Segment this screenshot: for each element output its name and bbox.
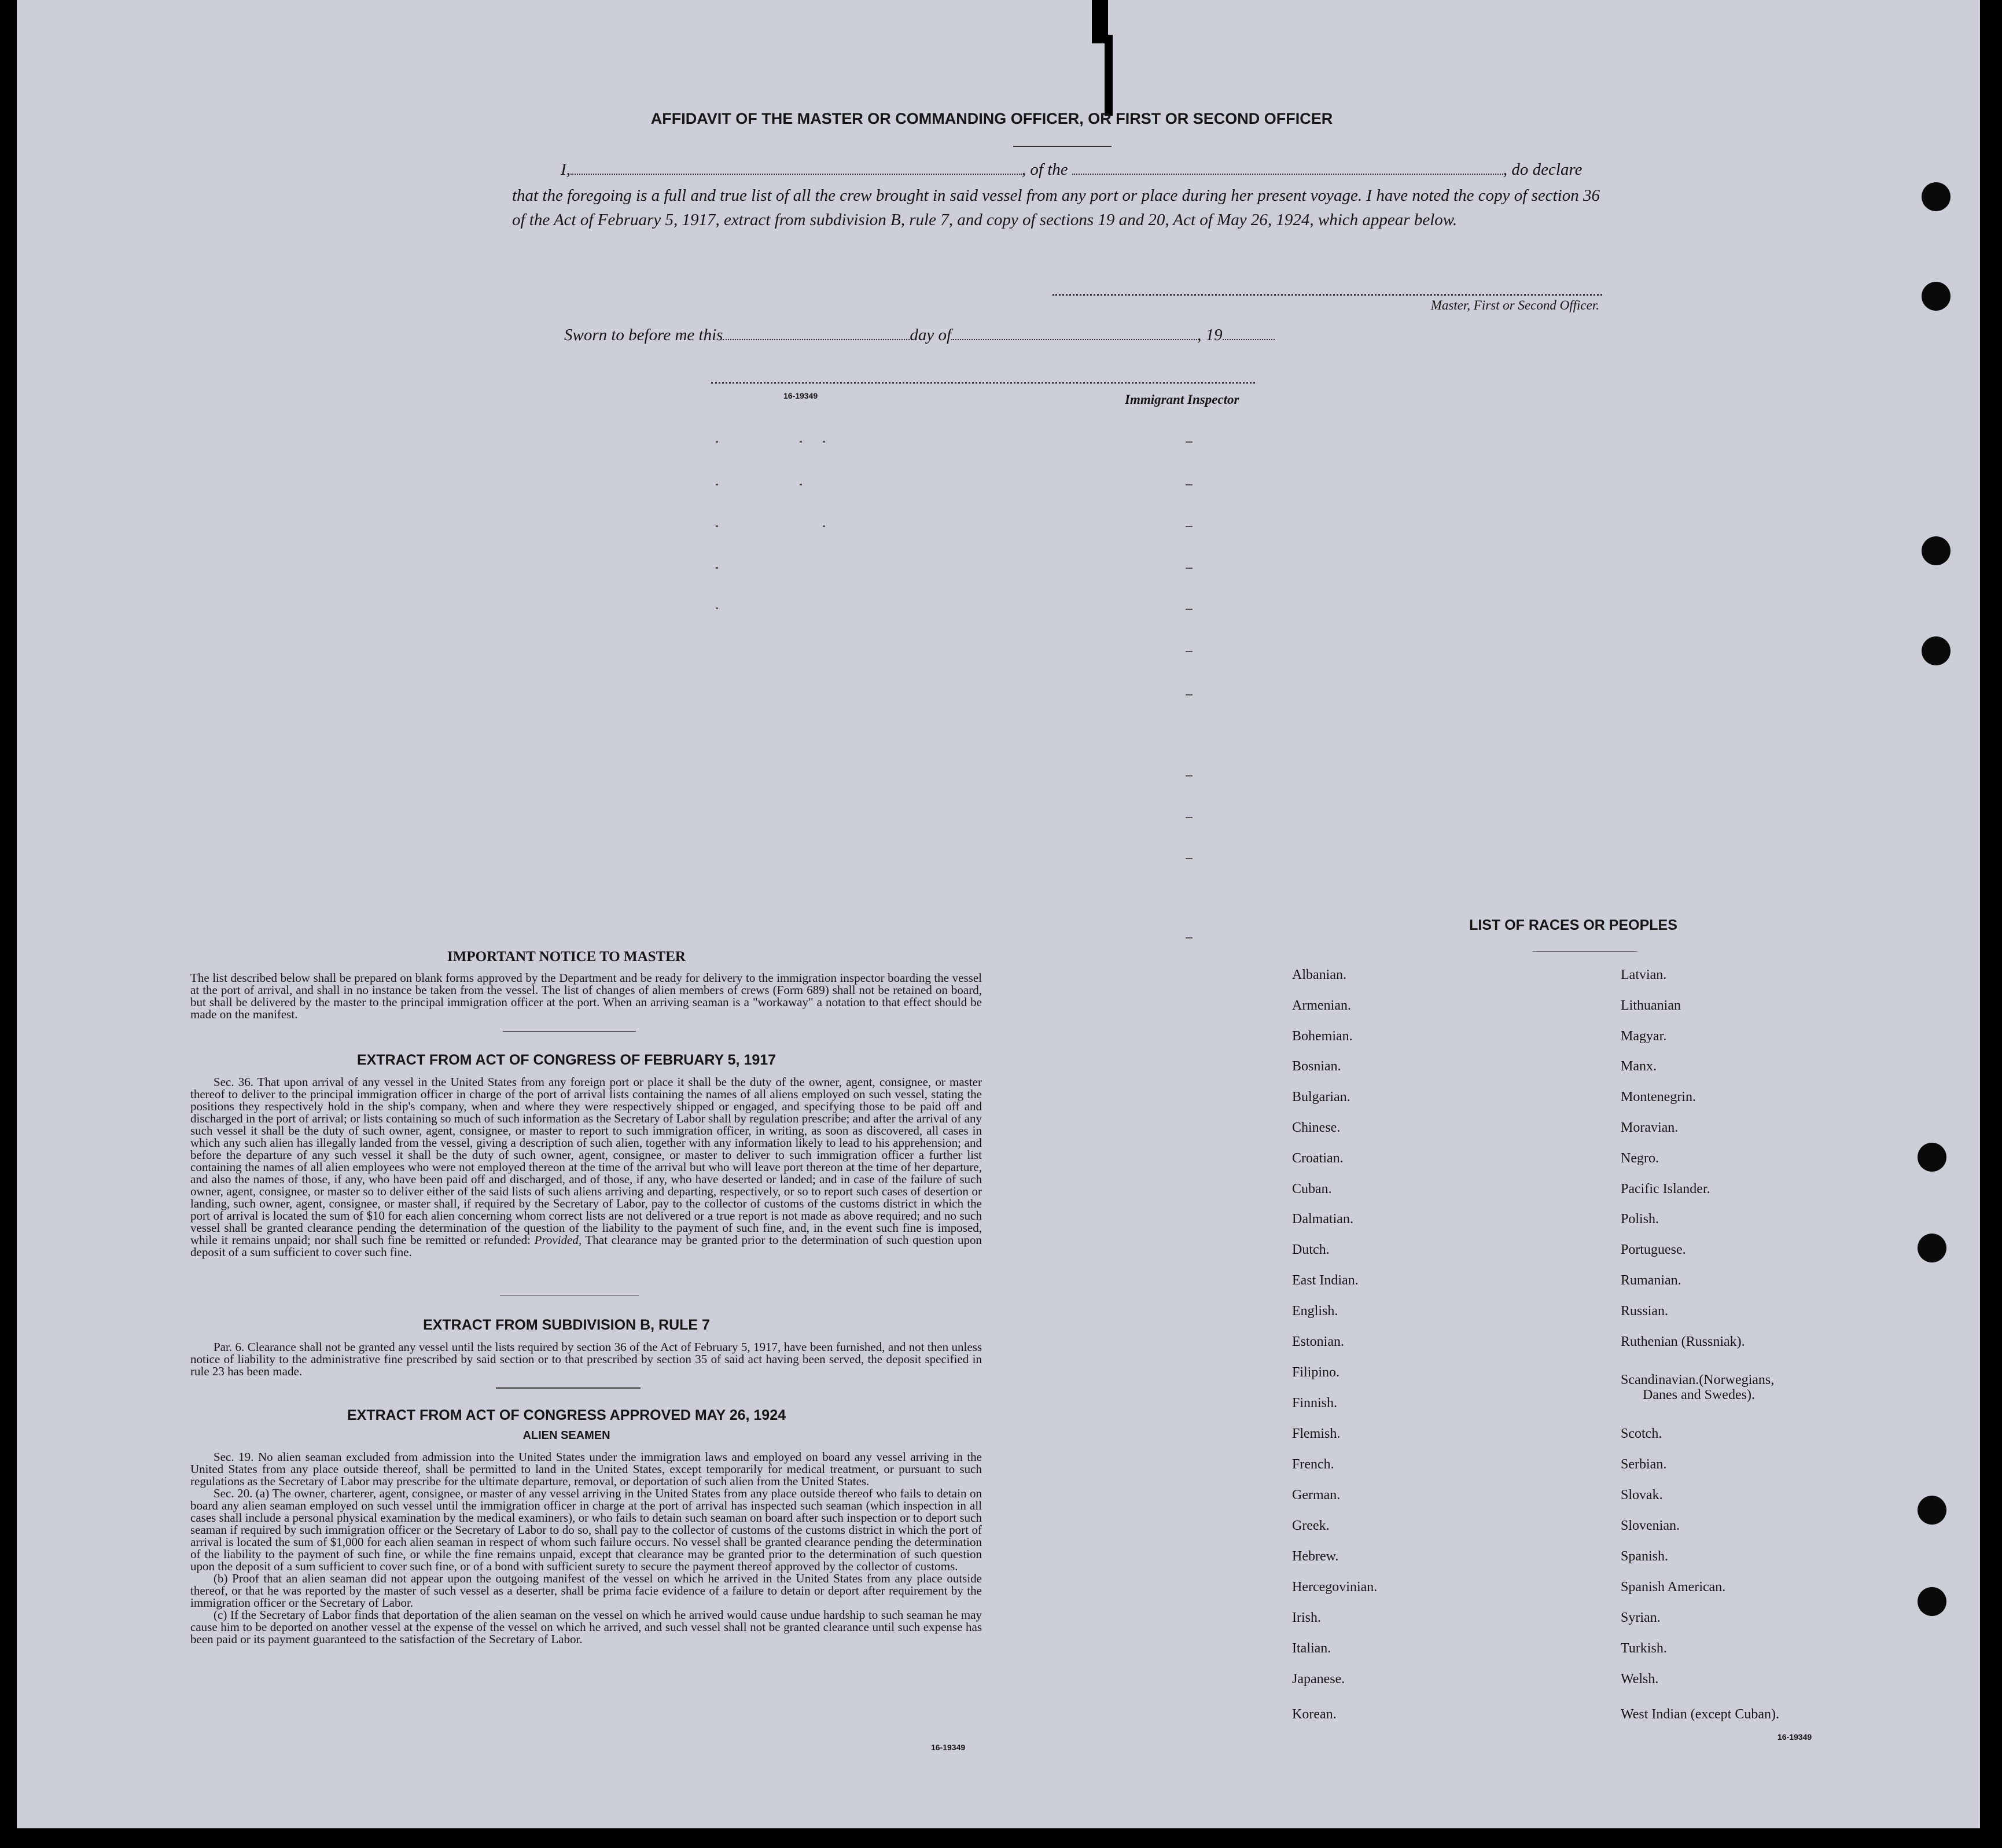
master-signature-label: Master, First or Second Officer. xyxy=(1430,298,1599,312)
race-right-21: Syrian. xyxy=(1621,1610,1661,1625)
affidavit-title: AFFIDAVIT OF THE MASTER OR COMMANDING OFFICER, OR FIRST OR SECOND OFFICER xyxy=(650,110,1333,127)
section-divider xyxy=(503,1031,636,1032)
inspector-signature-line[interactable] xyxy=(711,382,1255,384)
show-through-mark xyxy=(1186,484,1193,485)
extract-1924-sec19: Sec. 19. No alien seaman excluded from admission into the United States under the immigration laws and employed on board any vessel arriving in the United States from any place outside thereof, shall be permitted to land in the United States, except temporarily for medical treatment, or pursuant to such regulations as the Secretary of Labor may prescribe for the ultimate departure, removal, or deportation of such alien from the United States. xyxy=(190,1450,982,1488)
affidavit-form-number: 16-19349 xyxy=(783,391,818,400)
show-through-mark xyxy=(1186,609,1193,610)
extract-1924-sec20a: Sec. 20. (a) The owner, charterer, agent, consignee, or master of any vessel arriving in the United States from any place outside thereof who fails to detain on board any alien seaman employed on such vessel until the immigration officer in charge at the port of arrival has inspected such seaman (which inspection in all cases shall include a personal physical examination by the medical examiners), or who fails to detain such seaman on board after such inspection or to deport such seaman if required by such immigration officer or the Secretary of Labor to do so, shall pay to the collector of customs of the customs district in which the port of arrival is located the sum of $1,000 for each alien seaman in respect of whom such failure occurs. No vessel shall be granted clearance pending the determination of the liability to the payment of such fine, or while the fine remains unpaid, except that clearance may be granted prior to the determination of such question upon the deposit of a sum sufficient to cover such fine, or of a bond with sufficient surety to secure the payment thereof approved by the collector of customs. xyxy=(190,1486,982,1573)
show-through-mark xyxy=(1186,775,1193,776)
master-signature-line[interactable] xyxy=(1052,294,1602,296)
document-page xyxy=(17,0,1980,1828)
sworn-year-field[interactable] xyxy=(1223,325,1275,340)
race-left-23: Japanese. xyxy=(1292,1672,1345,1687)
race-left-3: Bosnian. xyxy=(1292,1059,1341,1074)
vessel-field[interactable] xyxy=(1072,160,1503,175)
show-through-mark xyxy=(1186,568,1193,569)
race-right-24: West Indian (except Cuban). xyxy=(1621,1707,1779,1722)
race-left-5: Chinese. xyxy=(1292,1120,1341,1135)
notice-body: The list described below shall be prepared on blank forms approved by the Department and be ready for delivery to the immigration inspector boarding the vessel at the port of arrival, and shall in no instance be taken from the vessel. The list of changes of alien members of crews (Form 689) shall not be retained on board, but shall be delivered by the master to the principal immigration officer at the port. When an arriving seaman is a "workaway" a notation to that effect should be made on the manifest. xyxy=(190,971,982,1021)
extract-1917-title: EXTRACT FROM ACT OF CONGRESS OF FEBRUARY 5, 1917 xyxy=(356,1052,776,1068)
punch-hole xyxy=(1922,182,1951,211)
race-left-7: Cuban. xyxy=(1292,1181,1332,1197)
race-right-20: Spanish American. xyxy=(1621,1580,1726,1595)
race-left-0: Albanian. xyxy=(1292,967,1346,982)
punch-hole xyxy=(1922,536,1951,565)
race-right-0: Latvian. xyxy=(1621,967,1667,982)
race-left-19: Hebrew. xyxy=(1292,1549,1339,1564)
race-right-16: Serbian. xyxy=(1621,1457,1667,1472)
races-form-number: 16-19349 xyxy=(1777,1732,1812,1742)
race-right-18: Slovenian. xyxy=(1621,1518,1680,1533)
punch-hole xyxy=(1922,282,1951,311)
sworn-day-field[interactable] xyxy=(723,325,910,340)
race-right-1: Lithuanian xyxy=(1621,998,1681,1013)
declaration-do-declare: , do declare xyxy=(1503,160,1583,179)
show-through-mark xyxy=(1186,858,1193,859)
declaration-of-the: , of the xyxy=(1021,160,1068,179)
show-through-mark xyxy=(823,441,825,443)
show-through-mark xyxy=(800,441,802,443)
extract-rule7-title: EXTRACT FROM SUBDIVISION B, RULE 7 xyxy=(423,1317,710,1333)
extract-1924-body xyxy=(190,1451,982,1645)
show-through-mark xyxy=(800,484,802,485)
extract-1924-title: EXTRACT FROM ACT OF CONGRESS APPROVED MAY 26, 1924 xyxy=(347,1407,786,1423)
race-left-11: English. xyxy=(1292,1304,1338,1319)
declaration-body: that the foregoing is a full and true list of all the crew brought in said vessel from any port or place during her present voyage. I have noted the copy of section 36 of the Act of February 5, 1917, extract from subdivision B, rule 7, and copy of sections 19 and 20, Act of May 26, 1924, which appear below. xyxy=(512,186,1600,229)
declaration-line xyxy=(561,160,1602,179)
race-right-3: Manx. xyxy=(1621,1059,1657,1074)
race-right-17: Slovak. xyxy=(1621,1488,1663,1503)
race-right-14: Danes and Swedes). xyxy=(1643,1387,1755,1402)
show-through-mark xyxy=(716,441,718,443)
extract-1917-text: Sec. 36. That upon arrival of any vessel in the United States from any foreign port or place it shall be the duty of the owner, agent, consignee, or master thereof to deliver to the principal immigration officer in charge of the port of arrival lists containing the names of all aliens employed on such vessel, stating the positions they respectively hold in the ship's company, when and where they were respectively shipped or engaged, and specifying those to be paid off and discharged in the port of arrival; or lists containing so much of such information as the Secretary of Labor shall by regulation prescribe; and after the arrival of any such vessel it shall be the duty of such owner, agent, consignee, or master to report to such immigration officer, in writing, as soon as discovered, all cases in which any such alien has illegally landed from the vessel, giving a description of such alien, together with any information likely to lead to his apprehension; and before the departure of any such vessel it shall be the duty of such owner, agent, consignee, or master to deliver to such immigration officer a further list containing the names of all alien employees who were not employed thereon at the time of the arrival but who will leave port thereon at the time of her departure, and also the names of those, if any, who have been paid off and discharged, and of those, if any, who have deserted or landed; and in case of the failure of such owner, agent, consignee, or master so to deliver either of the said lists of such aliens arriving and departing, respectively, or so to report such cases of desertion or landing, such owner, agent, consignee, or master shall, if required by the Secretary of Labor, pay to the collector of customs of the customs district in which the port of arrival is located the sum of $10 for each alien concerning whom correct lists are not delivered or a true report is not made as above required; and no such vessel shall be granted clearance pending the determination of the question of the liability to the payment of such fine, and, in the event such fine is imposed, while it remains unpaid; nor shall such fine be remitted or refunded: xyxy=(190,1075,982,1247)
race-left-17: German. xyxy=(1292,1488,1341,1503)
races-title-underline xyxy=(1533,951,1637,952)
race-left-16: French. xyxy=(1292,1457,1334,1472)
extract-rule7-body xyxy=(190,1341,982,1378)
sworn-month-field[interactable] xyxy=(951,325,1197,340)
extract-1917-proviso: Provided, xyxy=(534,1233,582,1247)
notice-title: IMPORTANT NOTICE TO MASTER xyxy=(447,949,686,965)
race-right-9: Portuguese. xyxy=(1621,1242,1686,1257)
declaration-i: I, xyxy=(561,160,571,179)
show-through-mark xyxy=(1186,937,1193,938)
section-divider xyxy=(496,1387,641,1389)
torn-notch-tail xyxy=(1105,35,1113,116)
race-left-9: Dutch. xyxy=(1292,1242,1330,1257)
sworn-line xyxy=(564,325,1316,345)
show-through-mark xyxy=(1186,441,1193,443)
extract-1917-proviso-text: That clearance may be granted prior to the determination of such question upon deposit of a sum sufficient to cover such fine. xyxy=(190,1233,982,1259)
race-left-4: Bulgarian. xyxy=(1292,1089,1350,1105)
race-left-2: Bohemian. xyxy=(1292,1029,1353,1044)
race-left-15: Flemish. xyxy=(1292,1426,1341,1441)
race-left-6: Croatian. xyxy=(1292,1151,1344,1166)
sworn-prefix: Sworn to before me this xyxy=(564,326,723,344)
extract-rule7-text: Par. 6. Clearance shall not be granted any vessel until the lists required by section 36 of the Act of February 5, 1917, have been furnished, and not then unless notice of liability to the administrative fine prescribed by said section or to that prescribed by section 35 of said act having been served, the deposit specified in rule 23 has been made. xyxy=(190,1340,982,1378)
show-through-mark xyxy=(1186,694,1193,695)
show-through-mark xyxy=(1186,817,1193,818)
race-left-20: Hercegovinian. xyxy=(1292,1580,1378,1595)
race-left-8: Dalmatian. xyxy=(1292,1212,1353,1227)
race-left-13: Filipino. xyxy=(1292,1365,1340,1380)
race-right-4: Montenegrin. xyxy=(1621,1089,1696,1105)
race-left-18: Greek. xyxy=(1292,1518,1330,1533)
inspector-label: Immigrant Inspector xyxy=(1125,392,1239,407)
race-left-22: Italian. xyxy=(1292,1641,1331,1656)
sworn-day-of: day of xyxy=(910,326,952,344)
punch-hole xyxy=(1918,1143,1946,1172)
show-through-mark xyxy=(716,608,718,609)
race-right-13: Scandinavian.(Norwegians, xyxy=(1621,1372,1775,1387)
races-title: LIST OF RACES OR PEOPLES xyxy=(1469,917,1677,933)
name-field[interactable] xyxy=(571,160,1022,175)
race-right-5: Moravian. xyxy=(1621,1120,1679,1135)
race-left-24: Korean. xyxy=(1292,1707,1337,1722)
race-right-19: Spanish. xyxy=(1621,1549,1669,1564)
race-left-1: Armenian. xyxy=(1292,998,1351,1013)
punch-hole xyxy=(1918,1496,1946,1525)
race-right-22: Turkish. xyxy=(1621,1641,1667,1656)
extract-1917-body xyxy=(190,1076,982,1258)
title-underline xyxy=(1013,146,1112,147)
race-right-8: Polish. xyxy=(1621,1212,1659,1227)
race-right-6: Negro. xyxy=(1621,1151,1659,1166)
race-left-10: East Indian. xyxy=(1292,1273,1359,1288)
extract-form-number: 16-19349 xyxy=(931,1743,966,1752)
race-right-15: Scotch. xyxy=(1621,1426,1662,1441)
race-right-12: Ruthenian (Russniak). xyxy=(1621,1334,1745,1349)
extract-1924-subtitle: ALIEN SEAMEN xyxy=(522,1429,610,1442)
punch-hole xyxy=(1918,1234,1946,1262)
race-left-21: Irish. xyxy=(1292,1610,1321,1625)
race-right-11: Russian. xyxy=(1621,1304,1669,1319)
extract-1924-sec20b: (b) Proof that an alien seaman did not appear upon the outgoing manifest of the vessel on which he arrived in the United States from any place outside thereof, or that he was reported by the master of such vessel as a deserter, shall be prima facie evidence of a failure to detain or deport after requirement by the immigration officer or the Secretary of Labor. xyxy=(190,1571,982,1610)
race-left-12: Estonian. xyxy=(1292,1334,1344,1349)
sworn-year-prefix: , 19 xyxy=(1197,326,1223,344)
punch-hole xyxy=(1918,1587,1946,1616)
race-right-23: Welsh. xyxy=(1621,1672,1659,1687)
race-right-2: Magyar. xyxy=(1621,1029,1667,1044)
extract-1924-sec20c: (c) If the Secretary of Labor finds that deportation of the alien seaman on the vessel on which he arrived would cause undue hardship to such seaman he may cause him to be deported on another vessel at the expense of the vessel on which he arrived, and such vessel shall not be granted clearance until such expense has been paid or its payment guaranteed to the satisfaction of the Secretary of Labor. xyxy=(190,1608,982,1646)
show-through-mark xyxy=(823,525,825,527)
race-right-10: Rumanian. xyxy=(1621,1273,1681,1288)
race-left-14: Finnish. xyxy=(1292,1396,1338,1411)
show-through-mark xyxy=(716,484,718,485)
race-right-7: Pacific Islander. xyxy=(1621,1181,1710,1197)
show-through-mark xyxy=(716,567,718,569)
show-through-mark xyxy=(1186,526,1193,527)
punch-hole xyxy=(1922,636,1951,665)
show-through-mark xyxy=(716,525,718,527)
show-through-mark xyxy=(1186,651,1193,652)
